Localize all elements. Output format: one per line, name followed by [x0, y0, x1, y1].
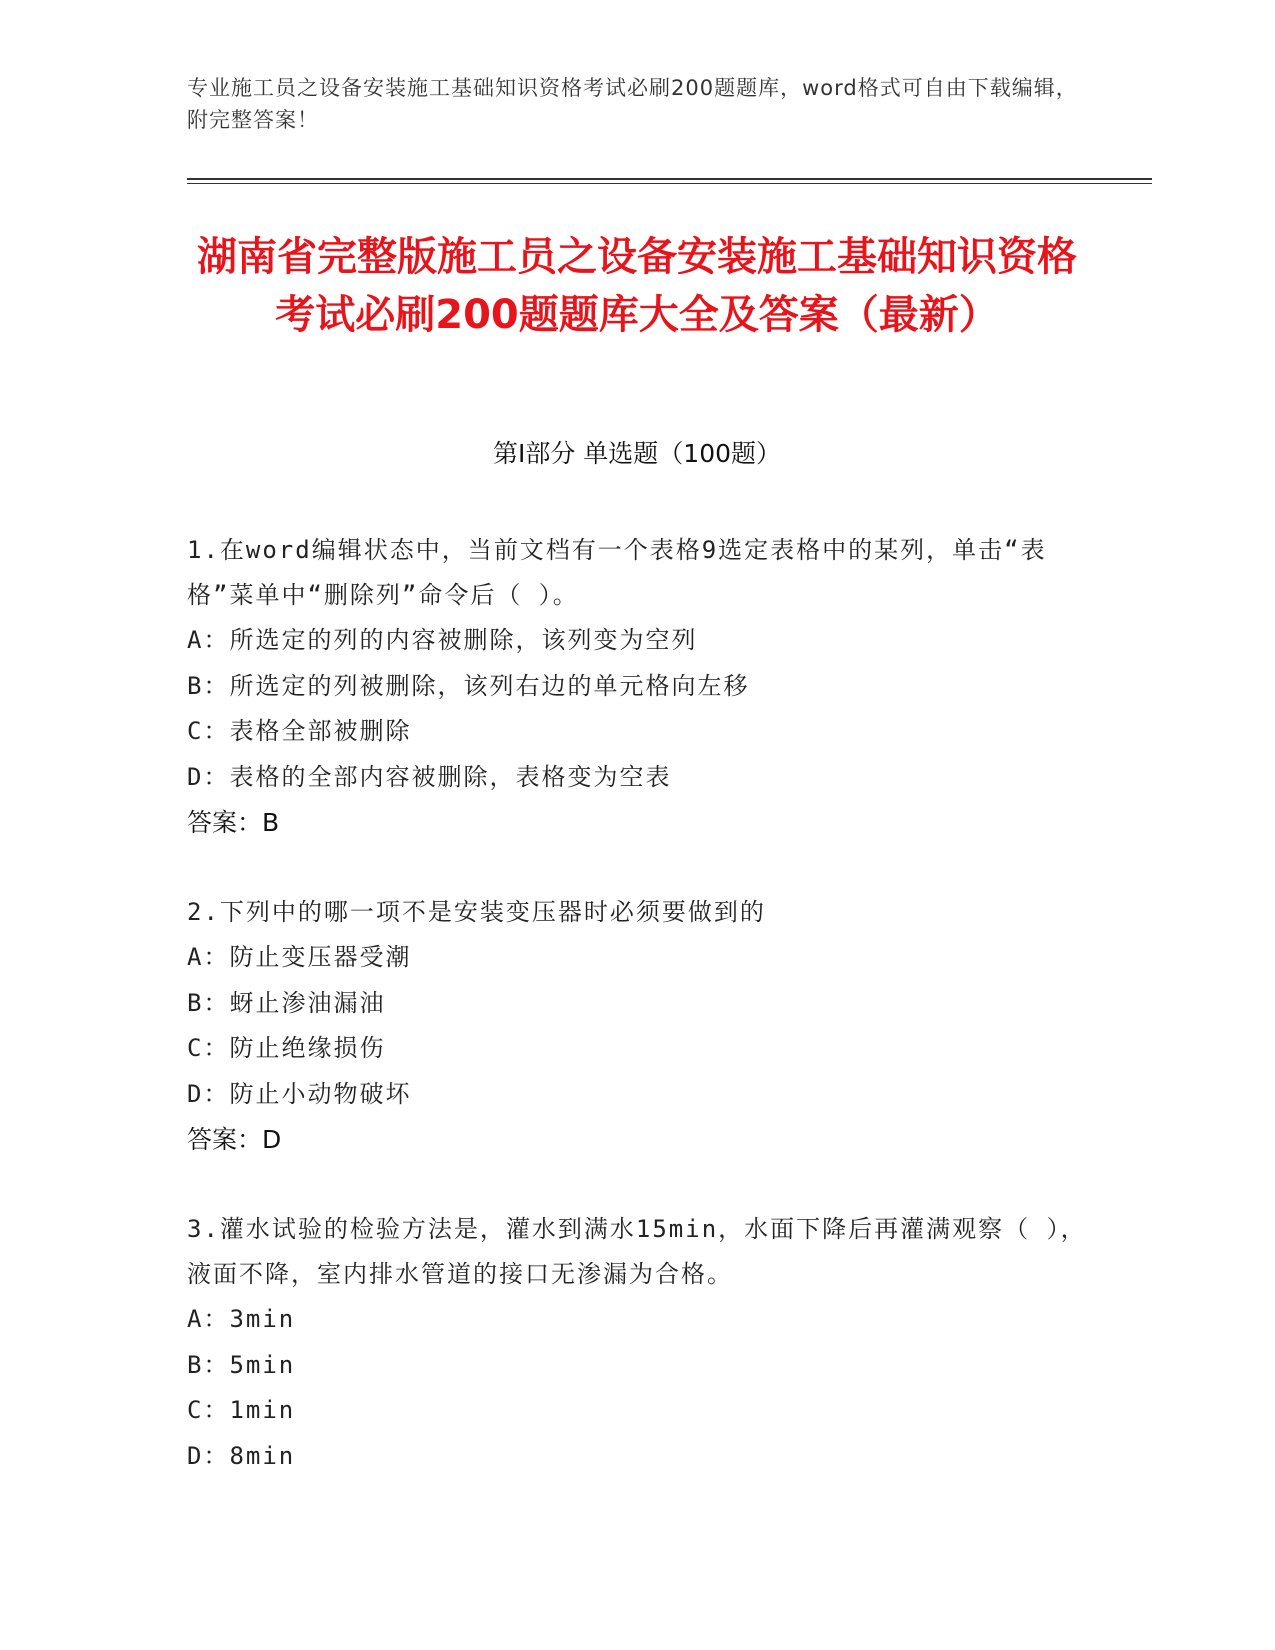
header-note: 专业施工员之设备安装施工基础知识资格考试必刷200题题库，word格式可自由下载编辑，附完整答案！: [187, 76, 1078, 132]
option-d: D：防止小动物破坏: [187, 1079, 412, 1108]
option-b: B：蚜止渗油漏油: [187, 988, 386, 1017]
answer-label: 答案：B: [187, 808, 280, 837]
option-c: C：表格全部被删除: [187, 717, 412, 745]
option-a: A：所选定的列的内容被删除，该列变为空列: [187, 626, 698, 654]
section-title: 第Ⅰ部分 单选题（100题）: [492, 439, 782, 468]
option-d: D：表格的全部内容被删除，表格变为空表: [187, 762, 672, 791]
question-2: [187, 890, 1087, 1163]
header-divider-thick: [187, 178, 1152, 180]
option-c: C：防止绝缘损伤: [187, 1034, 386, 1062]
question-list: [187, 528, 1087, 1523]
option-a: A：防止变压器受潮: [187, 943, 412, 971]
option-b: B：5min: [187, 1350, 296, 1379]
option-d: D：8min: [187, 1441, 296, 1470]
question-stem: 3.灌水试验的检验方法是，灌水到满水15min，水面下降后再灌满观察（ ），液面不降，室内排水管道的接口无渗漏为合格。: [187, 1215, 1087, 1288]
page-title: 湖南省完整版施工员之设备安装施工基础知识资格考试必刷200题题库大全及答案（最新）: [197, 234, 1077, 338]
option-c: C：1min: [187, 1396, 296, 1424]
option-b: B：所选定的列被删除，该列右边的单元格向左移: [187, 671, 750, 700]
question-1: [187, 528, 1087, 846]
answer-label: 答案：D: [187, 1125, 282, 1154]
header-divider-thin: [187, 183, 1152, 184]
question-stem: 2.下列中的哪一项不是安装变压器时必须要做到的: [187, 898, 766, 926]
question-3: [187, 1207, 1087, 1479]
option-a: A：3min: [187, 1305, 296, 1333]
question-stem: 1.在word编辑状态中，当前文档有一个表格9选定表格中的某列，单击“表格”菜单中“删除列”命令后（ ）。: [187, 536, 1047, 609]
